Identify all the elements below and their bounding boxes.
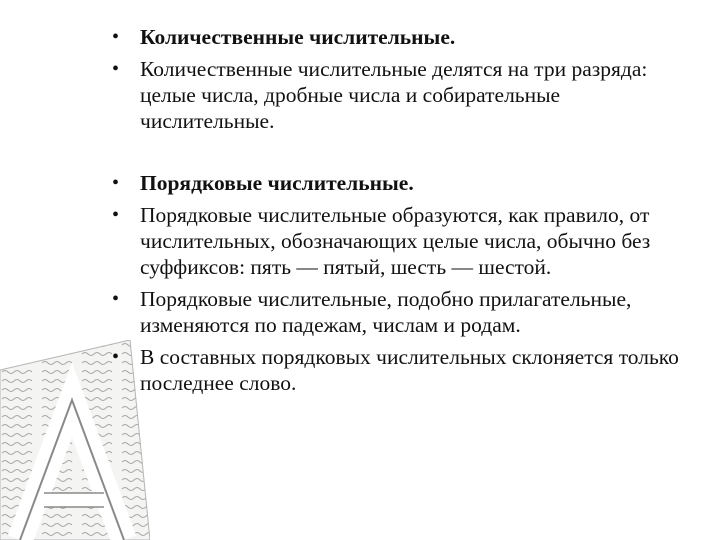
bullet-item — [110, 344, 690, 396]
bullet-item — [110, 286, 690, 338]
bullet-text: Количественные числительные делятся на три разряда: целые числа, дробные числа и собирательные числительные. — [140, 57, 648, 133]
bullet-dot: • — [112, 204, 120, 226]
bullet-item — [110, 170, 690, 196]
bullet-text: Порядковые числительные. — [140, 171, 414, 195]
bullet-text: Количественные числительные. — [140, 25, 456, 49]
bullet-text: В составных порядковых числительных склоняется только последнее слово. — [140, 345, 679, 395]
bullet-dot: • — [112, 288, 120, 310]
bullet-dot: • — [112, 346, 120, 368]
bullet-dot: • — [112, 26, 120, 48]
bullet-item — [110, 56, 690, 134]
bullet-item — [110, 24, 690, 50]
bullet-text: Порядковые числительные, подобно прилагательные, изменяются по падежам, числам и родам. — [140, 287, 632, 337]
bullet-text: Порядковые числительные образуются, как правило, от числительных, обозначающих целые числа, обычно без суффиксов: пять — пятый, шесть — шестой. — [140, 203, 651, 279]
bullet-item — [110, 202, 690, 280]
bullet-dot: • — [112, 58, 120, 80]
slide-content — [110, 24, 690, 396]
bullet-dot: • — [112, 172, 120, 194]
